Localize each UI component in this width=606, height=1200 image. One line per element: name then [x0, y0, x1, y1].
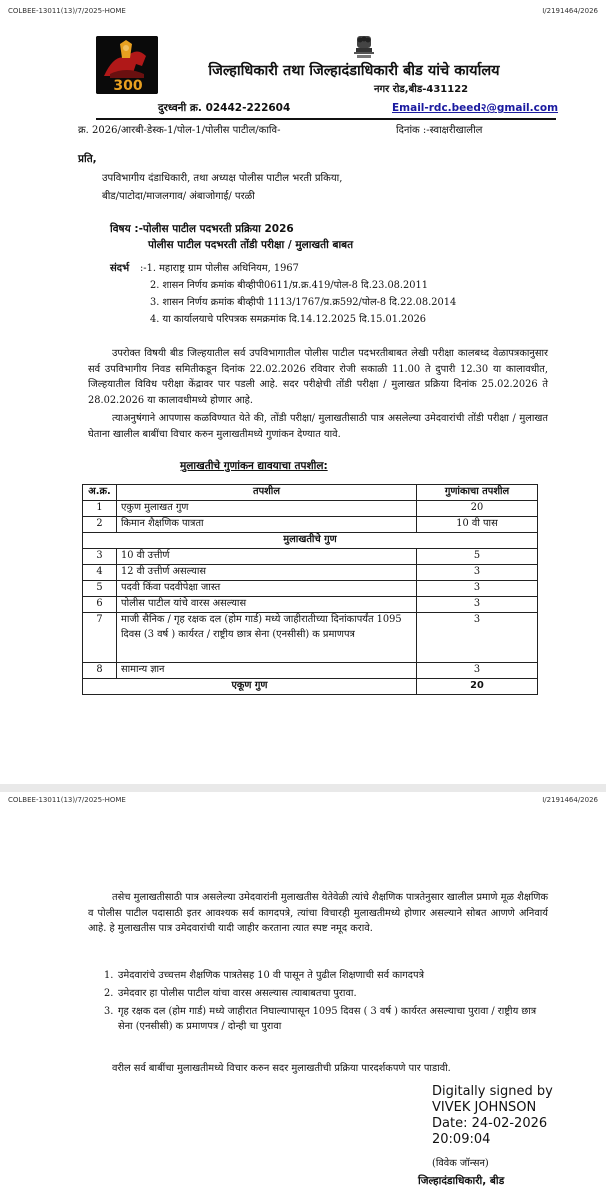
col-header-details: तपशील	[117, 485, 417, 501]
cell-marks: 3	[417, 565, 538, 581]
body-paragraph-3: तसेच मुलाखतीसाठी पात्र असलेल्या उमेदवारांनी मुलाखतीस येतेवेळी त्यांचे शैक्षणिक पात्रतेनुसार खालील प्रमाणे मूळ शैक्षणिक व पोलीस पाटील पदासाठी इतर आवश्यक सर्व कागदपत्रे, त्यांचा विचारही मुलाखतीमध्ये होणार असल्याने सोबत आणणे अनिवार्य आहे. हे मुलाखतीस पात्र उमेदवारांची यादी जाहीर करताना त्यात स्पष्ट नमूद करावे.	[88, 892, 548, 935]
office-address: नगर रोड,बीड-431122	[374, 84, 469, 95]
office-phone: दुरध्वनी क्र. 02442-222604	[158, 102, 291, 114]
signature-line: 20:09:04	[432, 1132, 491, 1147]
total-value: 20	[417, 679, 538, 695]
cell-marks: 3	[417, 613, 538, 663]
table-row	[83, 549, 538, 565]
cell-details: पोलीस पाटील यांचे वारस असल्यास	[117, 597, 417, 613]
cell-details: किमान शैक्षणिक पात्रता	[117, 517, 417, 533]
references-label: संदर्भ	[110, 263, 130, 274]
cell-marks: 10 वी पास	[417, 517, 538, 533]
office-email-link[interactable]: Email-rdc.beed२@gmail.com	[392, 102, 559, 114]
signature-line: Digitally signed by	[432, 1084, 553, 1099]
office-logo	[96, 36, 158, 94]
letter-date: दिनांक :-स्वाक्षरीखालील	[396, 125, 483, 136]
table-row	[83, 517, 538, 533]
cell-serial: 5	[83, 581, 117, 597]
reference-item: 3. शासन निर्णय क्रमांक बीव्हीपी 1113/1767/प्र.क्र592/पोल-8 दि.22.08.2014	[150, 297, 457, 308]
cell-marks: 3	[417, 597, 538, 613]
cell-marks: 5	[417, 549, 538, 565]
signatory-designation: जिल्हादंडाधिकारी, बीड	[418, 1175, 505, 1187]
cell-serial: 7	[83, 613, 117, 663]
file-number: COLBEE-13011(13)/7/2025-HOME	[8, 7, 126, 15]
reference-item: :-1. महाराष्ट्र ग्राम पोलीस अधिनियम, 1967	[140, 263, 299, 274]
cell-serial: 3	[83, 549, 117, 565]
signatory-name: (विवेक जॉन्सन)	[432, 1158, 489, 1169]
cell-marks: 20	[417, 501, 538, 517]
reference-item: 2. शासन निर्णय क्रमांक बीव्हीपी0611/प्र.क्र.419/पोल-8 दि.23.08.2011	[150, 280, 428, 291]
header-divider	[96, 118, 556, 120]
cell-serial: 8	[83, 663, 117, 679]
table-row	[83, 613, 538, 663]
digital-signature	[432, 1084, 553, 1148]
cell-marks: 3	[417, 581, 538, 597]
list-number: 3.	[104, 1006, 114, 1017]
cell-details: 12 वी उत्तीर्ण असल्यास	[117, 565, 417, 581]
subject-line-1: विषय :-पोलीस पाटील पदभरती प्रक्रिया 2026	[110, 223, 294, 235]
closing-line: वरील सर्व बाबींचा मुलाखतीमध्ये विचार करुन सदर मुलाखतीची प्रक्रिया पारदर्शकपणे पार पाडावी.	[112, 1063, 451, 1074]
col-header-serial: अ.क्र.	[83, 485, 117, 501]
to-label: प्रति,	[78, 153, 97, 165]
list-text: उमेदवारांचे उच्चत्तम शैक्षणिक पात्रतेसह 10 वी पासून ते पुढील शिक्षणाची सर्व कागदपत्रे	[118, 970, 424, 981]
list-number: 1.	[104, 970, 114, 981]
cell-marks: 3	[417, 663, 538, 679]
table-row	[83, 501, 538, 517]
body-paragraph-2: त्याअनुषंगाने आपणास कळविण्यात येते की, तोंडी परीक्षा/ मुलाखतीसाठी पात्र असलेल्या उमेदवारांची तोंडी परीक्षा / मुलाखत घेताना खालील बाबींचा विचार करुन मुलाखतीमध्ये गुणांकन देण्यात यावे.	[88, 413, 548, 440]
letter-page-2	[0, 792, 606, 1200]
reference-number: क्र. 2026/आरबी-डेस्क-1/पोल-1/पोलीस पाटील/कावि-	[78, 125, 281, 136]
document-id: I/2191464/2026	[542, 796, 598, 804]
total-label: एकूण गुण	[83, 679, 417, 695]
reference-item: 4. या कार्यालयाचे परिपत्रक समक्रमांक दि.14.12.2025 दि.15.01.2026	[150, 314, 427, 325]
table-row	[83, 565, 538, 581]
cell-details: सामान्य ज्ञान	[117, 663, 417, 679]
table-row	[83, 663, 538, 679]
cell-details: एकुण मुलाखत गुण	[117, 501, 417, 517]
col-header-marks: गुणांकाचा तपशील	[417, 485, 538, 501]
section-header-interview-marks: मुलाखतीचे गुण	[83, 533, 538, 549]
list-text: उमेदवार हा पोलीस पाटील यांचा वारस असल्यास त्याबाबतचा पुरावा.	[118, 988, 357, 999]
office-title: जिल्हाधिकारी तथा जिल्हादंडाधिकारी बीड यांचे कार्यालय	[208, 63, 500, 79]
cell-serial: 1	[83, 501, 117, 517]
cell-details: पदवी किंवा पदवीपेक्षा जास्त	[117, 581, 417, 597]
table-row	[83, 581, 538, 597]
cell-serial: 6	[83, 597, 117, 613]
table-total-row	[83, 679, 538, 695]
file-header	[0, 7, 606, 19]
table-row	[83, 597, 538, 613]
signature-line: Date: 24-02-2026	[432, 1116, 548, 1131]
recipient-line-2: बीड/पाटोदा/माजलगाव/ अंबाजोगाई/ परळी	[102, 191, 255, 202]
signature-line: VIVEK JOHNSON	[432, 1100, 537, 1115]
cell-details: माजी सैनिक / गृह रक्षक दल (होम गार्ड) मध्ये जाहीरातीच्या दिनांकापर्यंत 1095 दिवस (3 वर्ष ) कार्यरत / राष्ट्रीय छात्र सेना (एनसीसी) क प्रमाणपत्र	[117, 613, 417, 663]
table-title: मुलाखतीचे गुणांकन द्यावयाचा तपशील:	[180, 460, 328, 472]
ashoka-emblem-icon	[353, 34, 375, 60]
cell-details: 10 वी उत्तीर्ण	[117, 549, 417, 565]
cell-serial: 2	[83, 517, 117, 533]
marks-table	[82, 484, 538, 695]
table-section-row	[83, 533, 538, 549]
subject-line-2: पोलीस पाटील पदभरती तोंडी परीक्षा / मुलाखती बाबत	[148, 239, 354, 251]
list-text: गृह रक्षक दल (होम गार्ड) मध्ये जाहीरात निघाल्यापासून 1095 दिवस ( 3 वर्ष ) कार्यरत असल्याचा पुरावा / राष्ट्रीय छात्र सेना (एनसीसी) क प्रमाणपत्र / दोन्ही चा पुरावा	[118, 1006, 537, 1032]
logo-text: 300	[113, 78, 143, 94]
recipient-line-1: उपविभागीय दंडाधिकारी, तथा अध्यक्ष पोलीस पाटील भरती प्रकिया,	[102, 173, 343, 184]
file-number: COLBEE-13011(13)/7/2025-HOME	[8, 796, 126, 804]
page-separator	[0, 784, 606, 792]
body-paragraph-1: उपरोक्त विषयी बीड जिल्हयातील सर्व उपविभागातील पोलीस पाटील पदभरतीबाबत लेखी परीक्षा कालबध्द वेळापत्रकानुसार सर्व उपविभागीय निवड समितीकडून दिनांक 22.02.2026 रविवार रोजी सकाळी 11.00 ते दुपारी 12.30 या कालावधीत, जिल्हयातील विविध परीक्षा केंद्रावर पार पडली आहे. सदर परीक्षेची तोंडी परीक्षा / मुलाखत प्रक्रिया दिनांक 25.02.2026 ते 28.02.2026 या कालावधीमध्ये होणार आहे.	[88, 348, 548, 406]
document-id: I/2191464/2026	[542, 7, 598, 15]
list-number: 2.	[104, 988, 114, 999]
table-header-row	[83, 485, 538, 501]
cell-serial: 4	[83, 565, 117, 581]
